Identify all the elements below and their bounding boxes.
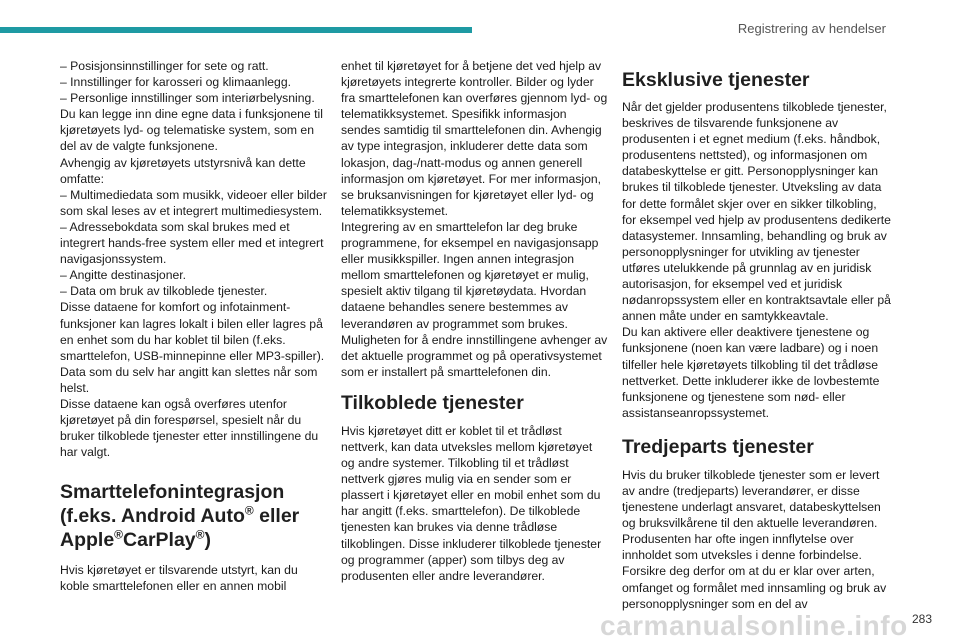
heading-smartphone-integration: Smarttelefonintegrasjon (f.eks. Android Auto® eller Apple®CarPlay®) xyxy=(60,481,300,552)
body-paragraph: Hvis kjøretøyet ditt er koblet til et trådløst nettverk, kan data utveksles mellom kjøretøyet og andre systemer. Tilkobling til et trådløst nettverk gjøres mulig via en sender som er plassert i kjøretøyet eller en mobil enhet som du har angitt (f.eks. smarttelefon). De tilkoblede tjenesten kan brukes via denne trådløse tilkoblingen. Disse inkluderer tilkoblede tjenester og programmer (apper) som tilbys deg av produsenten eller andre leverandører. xyxy=(341,423,602,583)
body-paragraph: Når det gjelder produsentens tilkoblede tjenester, beskrives de tilsvarende funksjonene av produsenten i et egnet medium (f.eks. håndbok, produsentens nettsted), og informasjonen om databeskyttelse er gitt. Personopplysninger kan brukes til tilkoblede tjenester. Utveksling av data for dette formålet skjer over en sikker tilkobling, for eksempel ved hjelp av produsentens dedikerte datasystemer. Innsamling, behandling og bruk av personopplysninger for utvikling av tjenester utføres utelukkende på grunnlag av en juridisk autorisasjon, for eksempel ved et juridisk nødanropssystem eller en kontraktsavtale eller på annen måte under en samtykkeavtale. Du kan aktivere eller deaktivere tjenestene og funksjonene (noen kan være ladbare) og i noen tilfeller hele kjøretøyets tilkobling til det trådløse nettverket. Dette inkluderer ikke de lovbestemte funksjonene og tjenestene som nød- eller assistanseanropssystemet. xyxy=(622,100,891,420)
watermark: carmanualsonline.info xyxy=(600,610,908,640)
section-title: Registrering av hendelser xyxy=(737,21,886,36)
body-paragraph: Hvis du bruker tilkoblede tjenester som er levert av andre (tredjeparts) leverandører, er disse tjenestene underlagt ansvaret, databeskyttelsen og bruksvilkårene til den aktuelle leverandøren. Produsenten har ofte ingen innflytelse over innholdet som utveksles i denne forbindelse. Forsikre deg derfor om at du er klar over arten, omfanget og formålet med innsamling og bruk av personopplysninger som en del av xyxy=(622,467,887,611)
heading-connected-services: Tilkoblede tjenester xyxy=(341,391,524,414)
body-paragraph: Hvis kjøretøyet er tilsvarende utstyrt, kan du koble smarttelefonen eller en annen mobil xyxy=(60,563,298,594)
column-2 xyxy=(341,58,609,584)
body-paragraph: enhet til kjøretøyet for å betjene det ved hjelp av kjøretøyets integrerte kontroller. Bilder og lyder fra smarttelefonen kan overføres gjennom lyd- og telematikksystemet. Spesifikk informasjon sendes samtidig til smarttelefonen din. Avhengig av type integrasjon, inkluderer dette data som lokasjon, dag-/natt-modus og annen generell informasjon om kjøretøyet. For mer informasjon, se bruksanvisningen for kjøretøyet eller lyd- og telematikksystemet. Integrering av en smarttelefon lar deg bruke programmene, for eksempel en navigasjonsapp eller musikkspiller. Ingen annen integrasjon mellom smarttelefonen og kjøretøyet er mulig, spesielt aktiv tilgang til kjøretøydata. Hvordan dataene behandles senere bestemmes av leverandøren av programmet som brukes. Muligheten for å endre innstillingene avhenger av det aktuelle programmet og på operativsystemet som er installert på smarttelefonen din. xyxy=(341,59,608,379)
page-number: 283 xyxy=(911,612,932,626)
column-3 xyxy=(622,54,894,612)
header-accent-bar xyxy=(0,27,472,33)
body-paragraph: – Posisjonsinnstillinger for sete og ratt. – Innstillinger for karosseri og klimaanlegg. – Personlige innstillinger som interiørbelysning. Du kan legge inn dine egne data i funksjonene til kjøretøyets lyd- og telematiske system, som en del av de valgte funksjonene. Avhengig av kjøretøyets utstyrsnivå kan dette omfatte: – Multimediedata som musikk, videoer eller bilder som skal leses av et integrert multimediesystem. – Adressebokdata som skal brukes med et integrert hands-free system eller med et integrert navigasjonssystem. – Angitte destinasjoner. – Data om bruk av tilkoblede tjenester. Disse dataene for komfort og infotainment-funksjoner kan lagres lokalt i bilen eller lagres på en enhet som du har koblet til bilen (f.eks. smarttelefon, USB-minnepinne eller MP3-spiller). Data som du selv har angitt kan slettes når som helst. Disse dataene kan også overføres utenfor kjøretøyet på din forespørsel, spesielt når du bruker tilkoblede tjenester etter innstillingene du har valgt. xyxy=(60,59,327,460)
heading-third-party-services: Tredjeparts tjenester xyxy=(622,435,814,458)
heading-exclusive-services: Eksklusive tjenester xyxy=(622,69,810,91)
column-1 xyxy=(60,58,328,595)
